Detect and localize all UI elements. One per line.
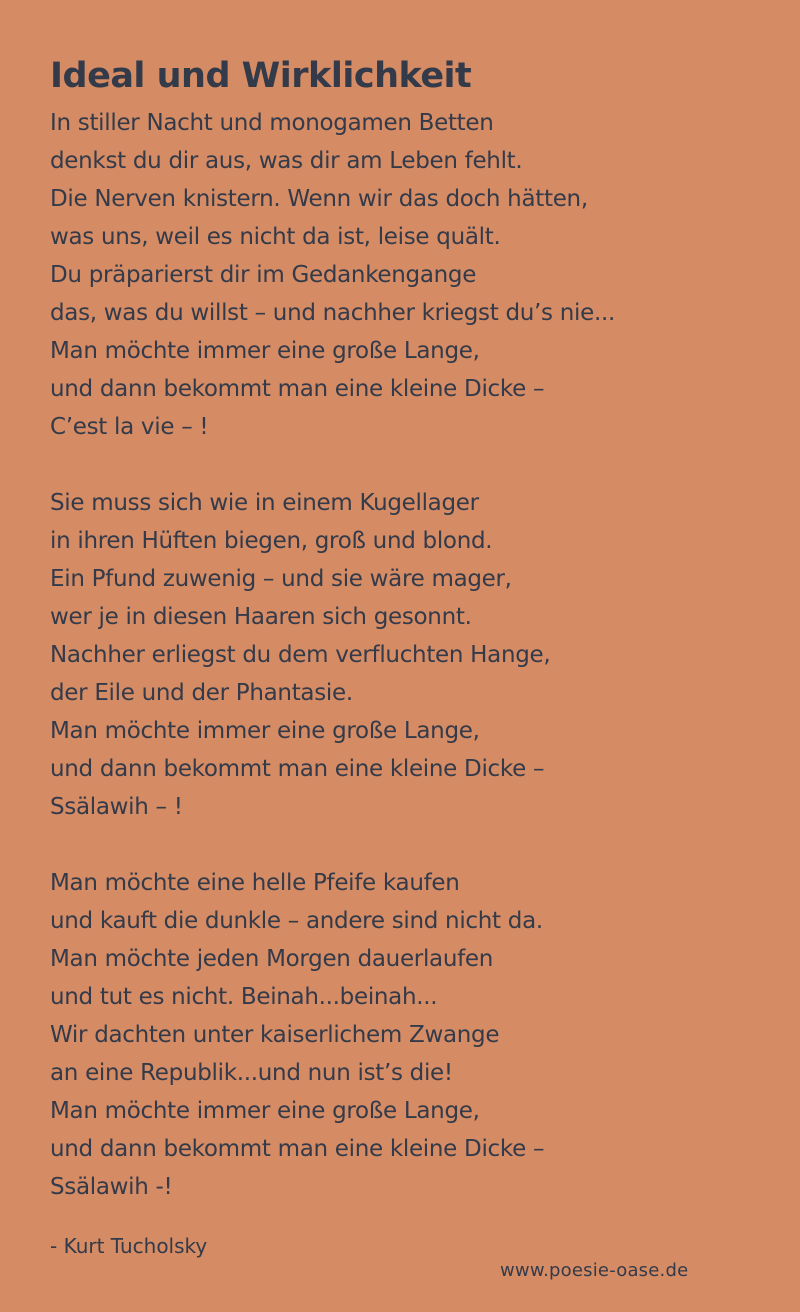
poem-line: wer je in diesen Haaren sich gesonnt. <box>50 604 472 630</box>
poem-line: Man möchte eine helle Pfeife kaufen <box>50 870 460 896</box>
poem-line: C’est la vie – ! <box>50 414 209 440</box>
poem-line: Man möchte immer eine große Lange, <box>50 718 480 744</box>
poem-line: und tut es nicht. Beinah...beinah... <box>50 984 438 1010</box>
poem-line: Man möchte immer eine große Lange, <box>50 1098 480 1124</box>
poem-line: Ssälawih -! <box>50 1174 173 1200</box>
poem-line: und dann bekommt man eine kleine Dicke – <box>50 1136 545 1162</box>
poem-line: Nachher erliegst du dem verfluchten Hange, <box>50 642 551 668</box>
poem-line: und dann bekommt man eine kleine Dicke – <box>50 376 545 402</box>
author-credit: - Kurt Tucholsky <box>50 1234 208 1258</box>
poem-line: Man möchte jeden Morgen dauerlaufen <box>50 946 494 972</box>
website-link[interactable]: www.poesie-oase.de <box>500 1260 689 1281</box>
poem-container <box>50 52 770 1206</box>
poem-line: an eine Republik...und nun ist’s die! <box>50 1060 453 1086</box>
poem-line: Sie muss sich wie in einem Kugellager <box>50 490 479 516</box>
stanza-2 <box>50 484 770 826</box>
poem-line: Ein Pfund zuwenig – und sie wäre mager, <box>50 566 512 592</box>
poem-line: Ssälawih – ! <box>50 794 183 820</box>
stanza-1 <box>50 104 770 446</box>
stanza-3 <box>50 864 770 1206</box>
poem-line: Du präparierst dir im Gedankengange <box>50 262 477 288</box>
poem-line: Man möchte immer eine große Lange, <box>50 338 480 364</box>
poem-line: was uns, weil es nicht da ist, leise quält. <box>50 224 501 250</box>
poem-line: und dann bekommt man eine kleine Dicke – <box>50 756 545 782</box>
poem-line: Die Nerven knistern. Wenn wir das doch hätten, <box>50 186 588 212</box>
poem-line: in ihren Hüften biegen, groß und blond. <box>50 528 493 554</box>
poem-line: denkst du dir aus, was dir am Leben fehlt. <box>50 148 523 174</box>
poem-line: das, was du willst – und nachher kriegst du’s nie... <box>50 300 616 326</box>
poem-line: der Eile und der Phantasie. <box>50 680 353 706</box>
poem-line: In stiller Nacht und monogamen Betten <box>50 110 494 136</box>
poem-title: Ideal und Wirklichkeit <box>50 56 472 96</box>
poem-line: Wir dachten unter kaiserlichem Zwange <box>50 1022 500 1048</box>
poem-line: und kauft die dunkle – andere sind nicht da. <box>50 908 543 934</box>
